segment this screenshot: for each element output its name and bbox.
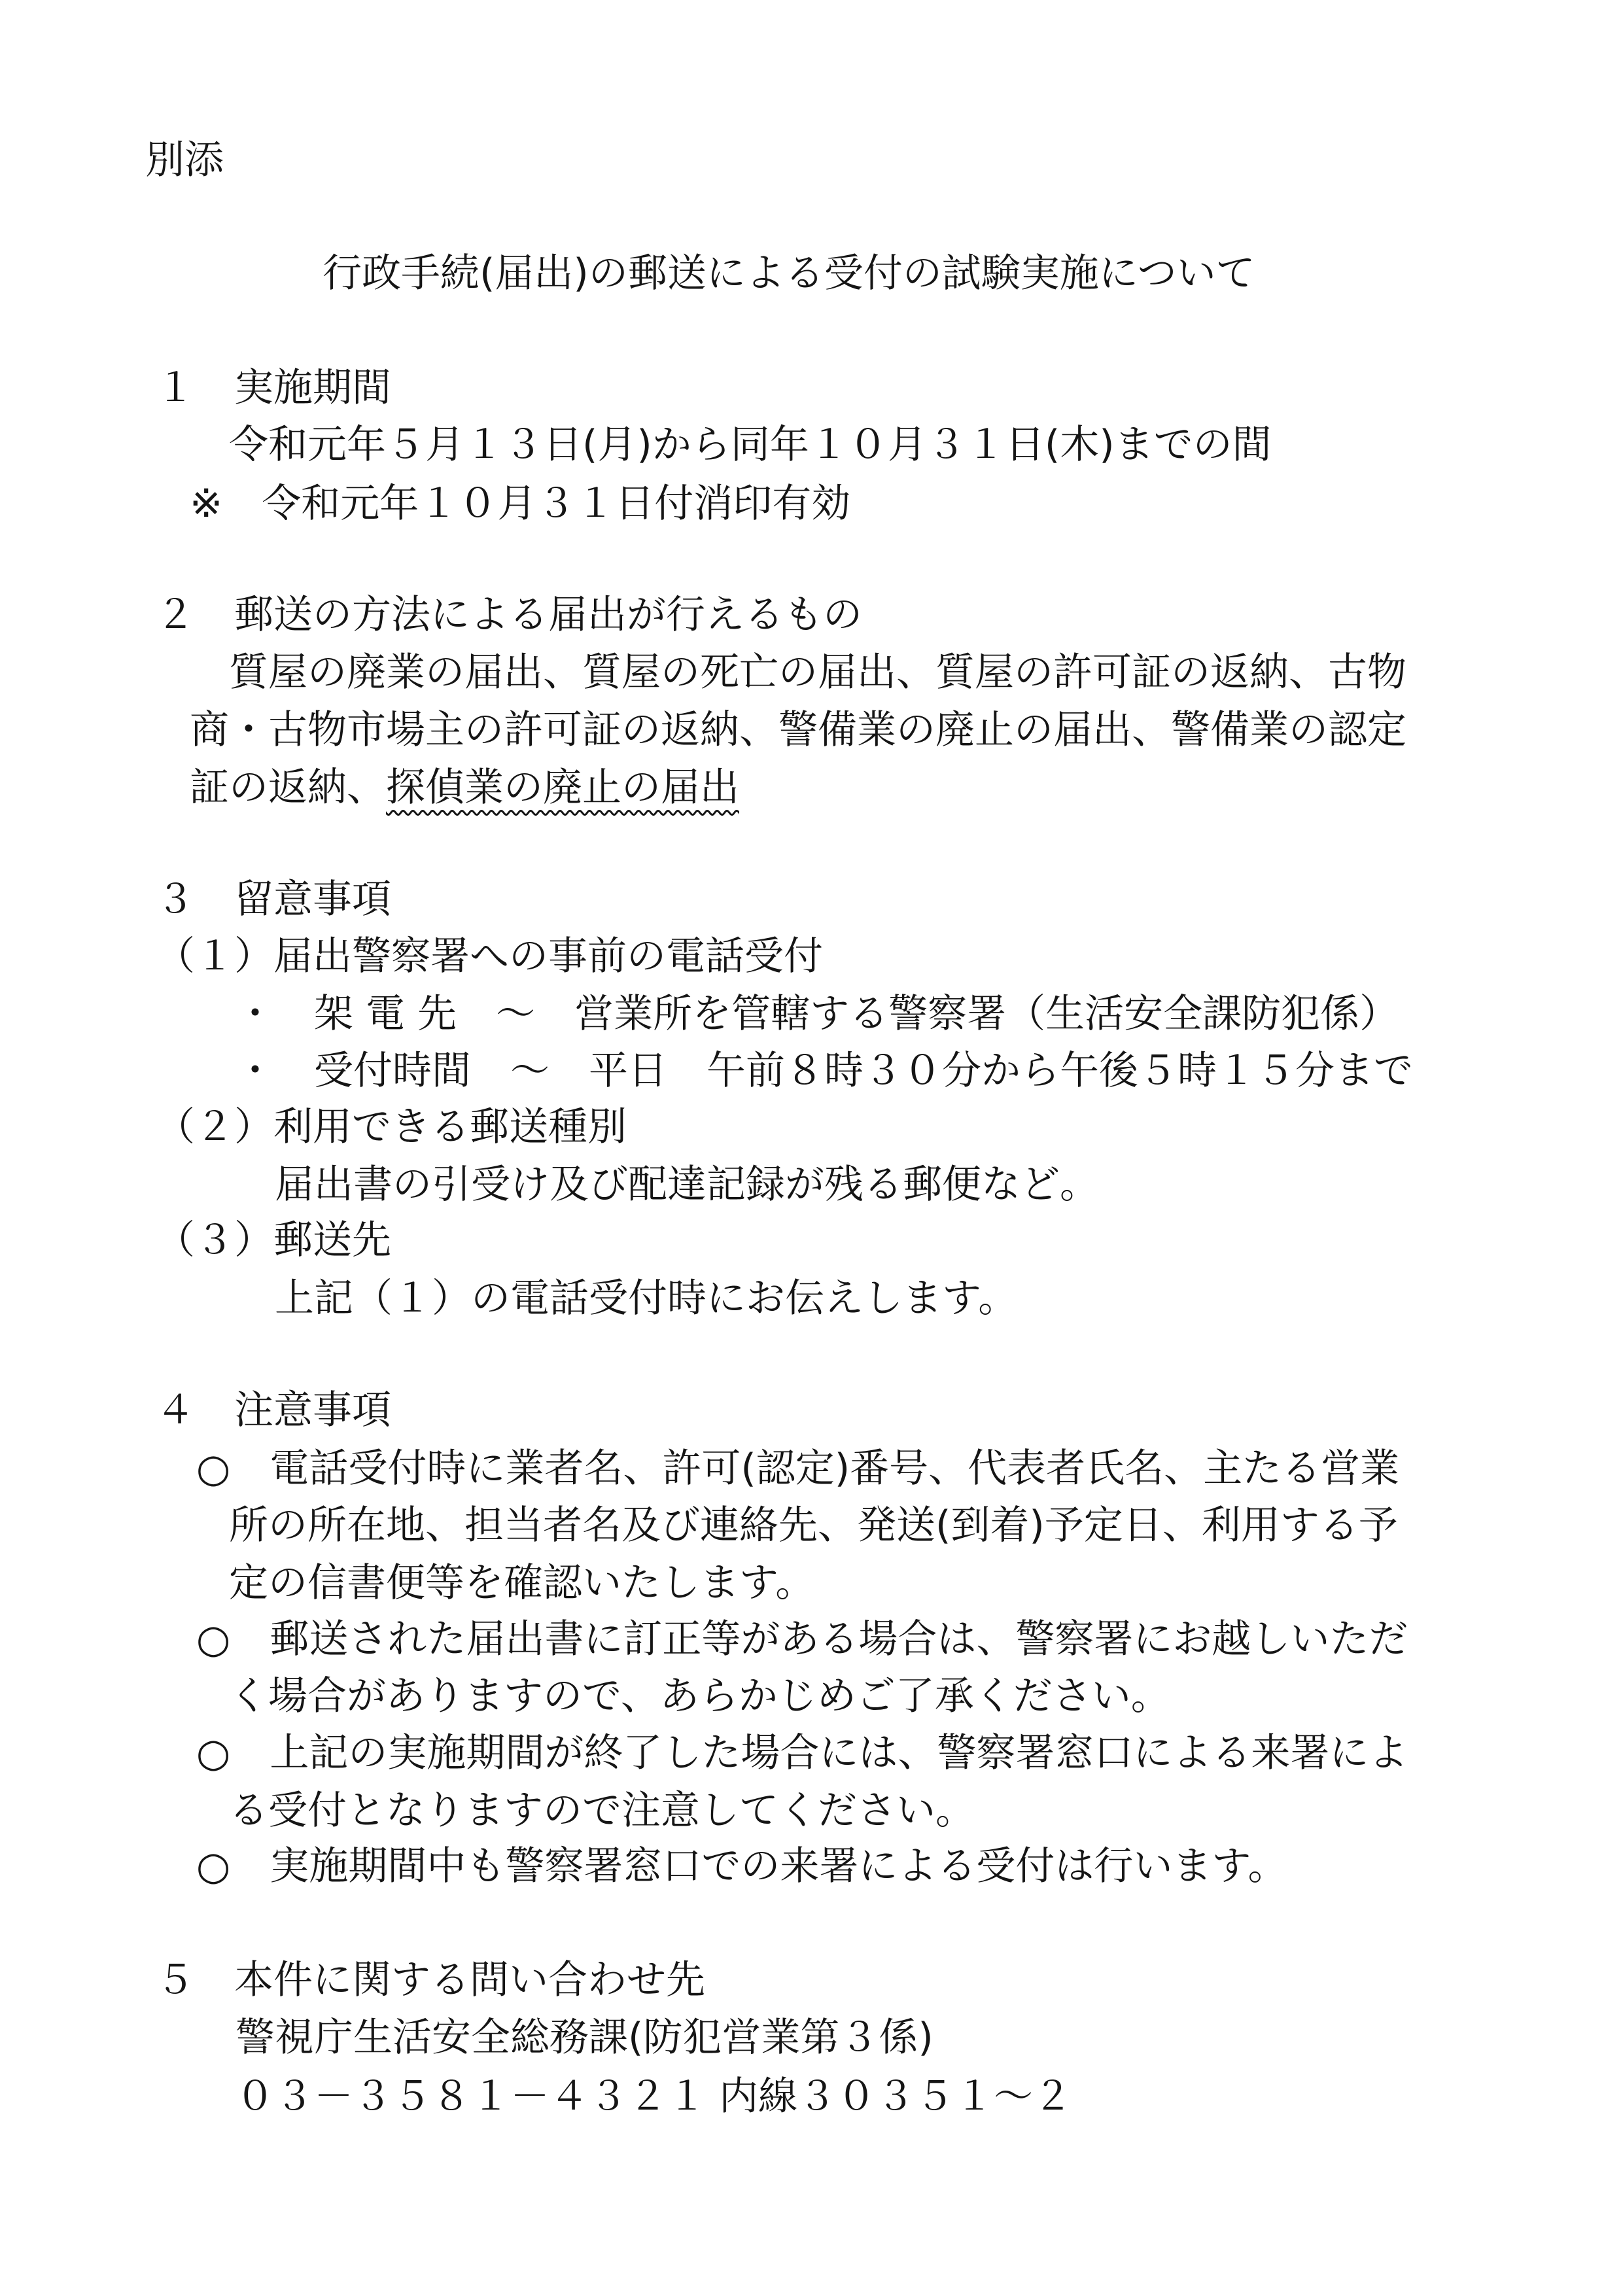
notice-2-line: ○ 郵送された届出書に訂正等がある場合は、警察署にお越しいただ [196, 1616, 1408, 1662]
section-2-body-line [190, 765, 739, 810]
section-4-heading: ４ 注意事項 [156, 1387, 391, 1433]
notice-1-line: 定の信書便等を確認いたします。 [229, 1560, 815, 1606]
implementation-period: 令和元年５月１３日(月)から同年１０月３１日(木)までの間 [229, 422, 1272, 468]
postmark-note: ※ 令和元年１０月３１日付消印有効 [190, 481, 851, 527]
contact-phone: ０３－３５８１－４３２１ 内線３０３５１～２ [236, 2074, 1073, 2119]
section-3-item-3-heading: （３）郵送先 [156, 1217, 391, 1263]
section-3-item-2-body: 届出書の引受け及び配達記録が残る郵便など。 [275, 1162, 1099, 1208]
section-3-heading: ３ 留意事項 [156, 877, 391, 922]
notice-2-line: く場合がありますので、あらかじめご了承ください。 [229, 1673, 1170, 1719]
emphasized-wavy-underline-text: 探偵業の廃止の届出 [386, 765, 739, 810]
section-1-heading: １ 実施期間 [156, 365, 391, 411]
notice-3-line: る受付となりますので注意してください。 [229, 1788, 975, 1834]
notice-4-line: ○ 実施期間中も警察署窓口での来署による受付は行います。 [196, 1843, 1287, 1889]
section-3-item-3-body: 上記（１）の電話受付時にお伝えします。 [275, 1276, 1018, 1321]
section-5-heading: ５ 本件に関する問い合わせ先 [156, 1957, 705, 2003]
section-3-item-1-bullet: ・ 架 電 先 ～ 営業所を管轄する警察署（生活安全課防犯係） [236, 991, 1399, 1037]
notice-3-line: ○ 上記の実施期間が終了した場合には、警察署窓口による来署によ [196, 1730, 1408, 1776]
notice-1-line: 所の所在地、担当者名及び連絡先、発送(到着)予定日、利用する予 [229, 1503, 1398, 1548]
section-3-item-2-heading: （２）利用できる郵送種別 [156, 1104, 627, 1150]
contact-office: 警視庁生活安全総務課(防犯営業第３係) [236, 2015, 934, 2061]
section-3-item-1-bullet: ・ 受付時間 ～ 平日 午前８時３０分から午後５時１５分まで [236, 1048, 1413, 1094]
document-title: 行政手続(届出)の郵送による受付の試験実施について [323, 251, 1255, 296]
section-2-body-line: 質屋の廃業の届出、質屋の死亡の届出、質屋の許可証の返納、古物 [229, 650, 1406, 695]
section-2-body-text: 証の返納、 [190, 765, 386, 810]
section-2-body-line: 商・古物市場主の許可証の返納、警備業の廃止の届出、警備業の認定 [190, 707, 1406, 753]
section-3-item-1-heading: （１）届出警察署への事前の電話受付 [156, 933, 823, 979]
notice-1-line: ○ 電話受付時に業者名、許可(認定)番号、代表者氏名、主たる営業 [196, 1446, 1400, 1491]
attachment-label: 別添 [145, 137, 224, 183]
section-2-heading: ２ 郵送の方法による届出が行えるもの [156, 592, 862, 638]
